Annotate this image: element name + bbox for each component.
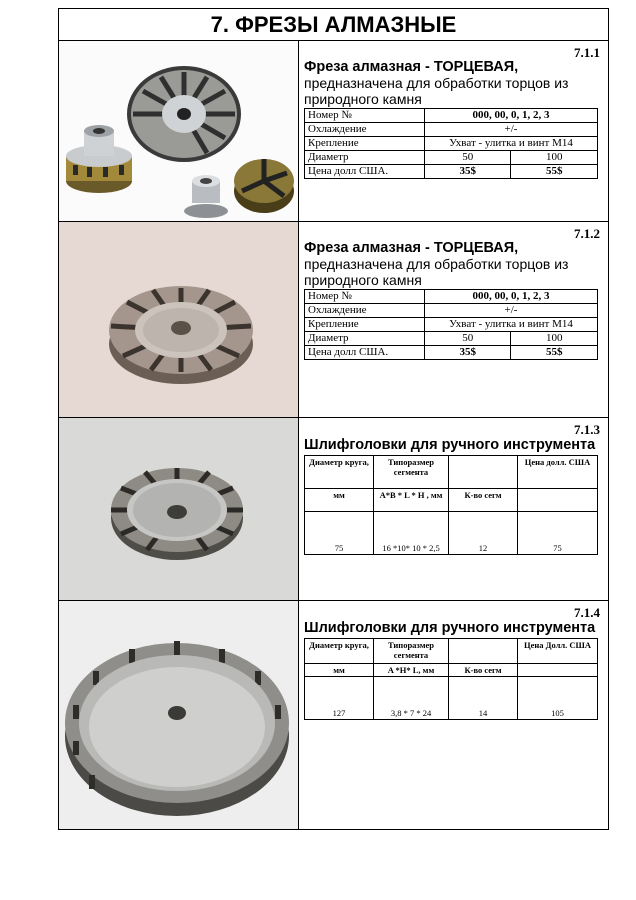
table-row (305, 346, 598, 360)
product-photo (59, 601, 299, 829)
product-photo (59, 418, 299, 600)
product-info (299, 601, 608, 829)
product-description: предназначена для обработки торцов из природного камня (304, 75, 569, 107)
spec-label: Диаметр (305, 151, 425, 165)
table-row (305, 304, 598, 318)
spec-label: Номер № (305, 109, 425, 123)
spec-label: Цена долл США. (305, 165, 425, 179)
product-photo (59, 222, 299, 417)
table-row (305, 332, 598, 346)
column-header: Диаметр круга, (305, 639, 374, 664)
catalog-sheet (58, 8, 609, 830)
table-row (305, 151, 598, 165)
spec-value: Ухват - улитка и винт М14 (425, 137, 598, 151)
table-row (305, 456, 598, 489)
unit-cell: мм (305, 664, 374, 677)
unit-cell (518, 664, 598, 677)
value-cell: 14 (449, 677, 518, 720)
spec-label: Крепление (305, 318, 425, 332)
page-title: 7. ФРЕЗЫ АЛМАЗНЫЕ (59, 9, 608, 41)
product-code: 7.1.2 (574, 226, 600, 241)
spec-label: Охлаждение (305, 304, 425, 318)
product-title: Фреза алмазная - ТОРЦЕВАЯ, (304, 59, 519, 75)
table-row (305, 137, 598, 151)
unit-cell: мм (305, 489, 374, 512)
column-header: Диаметр круга, (305, 456, 374, 489)
column-header: Типоразмер сегмента (374, 639, 449, 664)
spec-label: Номер № (305, 290, 425, 304)
product-row-7-1-2 (59, 222, 608, 418)
column-header (449, 456, 518, 489)
unit-cell: A*B * L * H , мм (374, 489, 449, 512)
spec-label: Охлаждение (305, 123, 425, 137)
unit-cell: К-во сегм (449, 489, 518, 512)
spec-table (304, 455, 598, 555)
unit-cell: К-во сегм (449, 664, 518, 677)
table-row (305, 123, 598, 137)
spec-value: +/- (425, 304, 598, 318)
spec-label: Диаметр (305, 332, 425, 346)
table-row (305, 489, 598, 512)
table-row (305, 664, 598, 677)
table-row (305, 290, 598, 304)
product-row-7-1-1 (59, 41, 608, 222)
spec-value: 100 (511, 151, 598, 165)
product-description: предназначена для обработки торцов из природного камня (304, 256, 569, 288)
unit-cell (518, 489, 598, 512)
column-header: Типоразмер сегмента (374, 456, 449, 489)
product-row-7-1-4 (59, 601, 608, 829)
column-header (449, 639, 518, 664)
value-cell: 16 *10* 10 * 2,5 (374, 512, 449, 555)
value-cell: 75 (518, 512, 598, 555)
spec-value: 50 (425, 332, 511, 346)
product-title: Шлифголовки для ручного инструмента (304, 620, 596, 636)
price-value: 35$ (425, 346, 511, 360)
product-title: Шлифголовки для ручного инструмента (304, 437, 596, 453)
value-cell: 105 (518, 677, 598, 720)
price-value: 35$ (425, 165, 511, 179)
spec-value: 000, 00, 0, 1, 2, 3 (425, 109, 598, 123)
column-header: Цена долл. США (518, 456, 598, 489)
spec-value: 000, 00, 0, 1, 2, 3 (425, 290, 598, 304)
product-row-7-1-3 (59, 418, 608, 601)
unit-cell: A *H* L, мм (374, 664, 449, 677)
spec-label: Цена долл США. (305, 346, 425, 360)
spec-value: 100 (511, 332, 598, 346)
table-row (305, 109, 598, 123)
product-code: 7.1.1 (574, 45, 600, 60)
spec-value: +/- (425, 123, 598, 137)
table-row (305, 677, 598, 720)
value-cell: 3,8 * 7 * 24 (374, 677, 449, 720)
product-code: 7.1.4 (574, 605, 600, 620)
product-code: 7.1.3 (574, 422, 600, 437)
spec-table (304, 638, 598, 720)
product-info (299, 222, 608, 417)
price-value: 55$ (511, 165, 598, 179)
price-value: 55$ (511, 346, 598, 360)
product-title: Фреза алмазная - ТОРЦЕВАЯ, (304, 240, 519, 256)
value-cell: 75 (305, 512, 374, 555)
spec-label: Крепление (305, 137, 425, 151)
table-row (305, 318, 598, 332)
spec-value: Ухват - улитка и винт М14 (425, 318, 598, 332)
table-row (305, 165, 598, 179)
table-row (305, 639, 598, 664)
product-info (299, 418, 608, 600)
value-cell: 12 (449, 512, 518, 555)
spec-table (304, 108, 598, 179)
product-photo (59, 41, 299, 221)
product-info (299, 41, 608, 221)
value-cell: 127 (305, 677, 374, 720)
spec-table (304, 289, 598, 360)
table-row (305, 512, 598, 555)
column-header: Цена Долл. США (518, 639, 598, 664)
spec-value: 50 (425, 151, 511, 165)
